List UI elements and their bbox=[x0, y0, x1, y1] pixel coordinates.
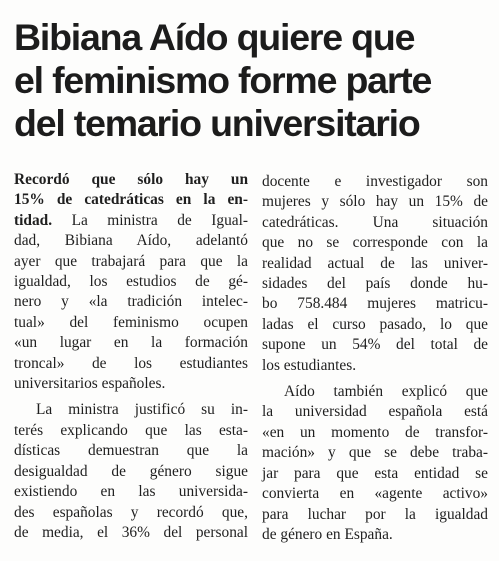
body-line bbox=[14, 170, 248, 190]
body-line: igualdad, los estudios de gé- bbox=[14, 273, 248, 291]
headline-line-3: del temario universitario bbox=[14, 102, 420, 144]
body-line: des españolas y recordó que, bbox=[14, 503, 248, 521]
body-line: docente e investigador son bbox=[262, 173, 488, 190]
body-line: mación» y que se debe traba- bbox=[262, 444, 488, 462]
body-line: existiendo en las universida- bbox=[14, 483, 248, 501]
lead-text: 15% de catedráticas en la en- bbox=[14, 191, 248, 209]
body-line: que no se corresponde con la bbox=[262, 234, 488, 252]
body-line: supone un 54% del total de bbox=[262, 336, 488, 354]
body-line: tual» del feminismo ocupen bbox=[14, 313, 248, 331]
body-line: mujeres y sólo hay un 15% de bbox=[262, 193, 488, 211]
body-line: dísticas demuestran que la bbox=[14, 442, 248, 460]
headline bbox=[14, 16, 490, 145]
body-line bbox=[14, 190, 248, 210]
body-line: de media, el 36% del personal bbox=[14, 523, 248, 541]
body-line: para luchar por la igualdad bbox=[262, 505, 488, 523]
body-line: ayer que trabajará para que la bbox=[14, 252, 248, 270]
body-text: La ministra de Igual- bbox=[52, 211, 248, 229]
lead-text: tidad. bbox=[14, 211, 53, 229]
body-line: Aído también explicó que bbox=[284, 383, 488, 401]
body-line: desigualdad de género sigue bbox=[14, 462, 248, 480]
lead-text: Recordó que sólo hay un bbox=[14, 171, 248, 188]
body-line: jar para que esta entidad se bbox=[262, 464, 488, 482]
body-line: «un lugar en la formación bbox=[14, 334, 248, 352]
body-line: terés explicando que las esta- bbox=[14, 421, 248, 439]
body-line: troncal» de los estudiantes bbox=[14, 354, 248, 372]
body-line: de género en España. bbox=[262, 525, 393, 543]
body-line: catedráticas. Una situación bbox=[262, 213, 488, 231]
body-line: «en un momento de transfor- bbox=[262, 423, 488, 441]
body-line bbox=[14, 211, 248, 231]
headline-line-1: Bibiana Aído quiere que bbox=[14, 16, 415, 58]
body-line: la universidad española está bbox=[262, 403, 488, 421]
body-line: bo 758.484 mujeres matricu- bbox=[262, 295, 488, 313]
article-column-right bbox=[262, 172, 488, 545]
headline-line-2: el feminismo forme parte bbox=[14, 59, 432, 101]
body-line: La ministra justificó su in- bbox=[36, 401, 248, 419]
body-line: universitarios españoles. bbox=[14, 375, 166, 393]
article-column-left bbox=[14, 170, 248, 543]
body-line: nero y «la tradición intelec- bbox=[14, 293, 248, 311]
body-line: realidad actual de las univer- bbox=[262, 254, 488, 272]
body-line: ladas el curso pasado, lo que bbox=[262, 315, 488, 333]
body-line: convierta en «agente activo» bbox=[262, 485, 488, 503]
body-line: los estudiantes. bbox=[262, 356, 357, 374]
body-line: sidades del país donde hu- bbox=[262, 275, 488, 293]
body-line: dad, Bibiana Aído, adelantó bbox=[14, 232, 248, 250]
